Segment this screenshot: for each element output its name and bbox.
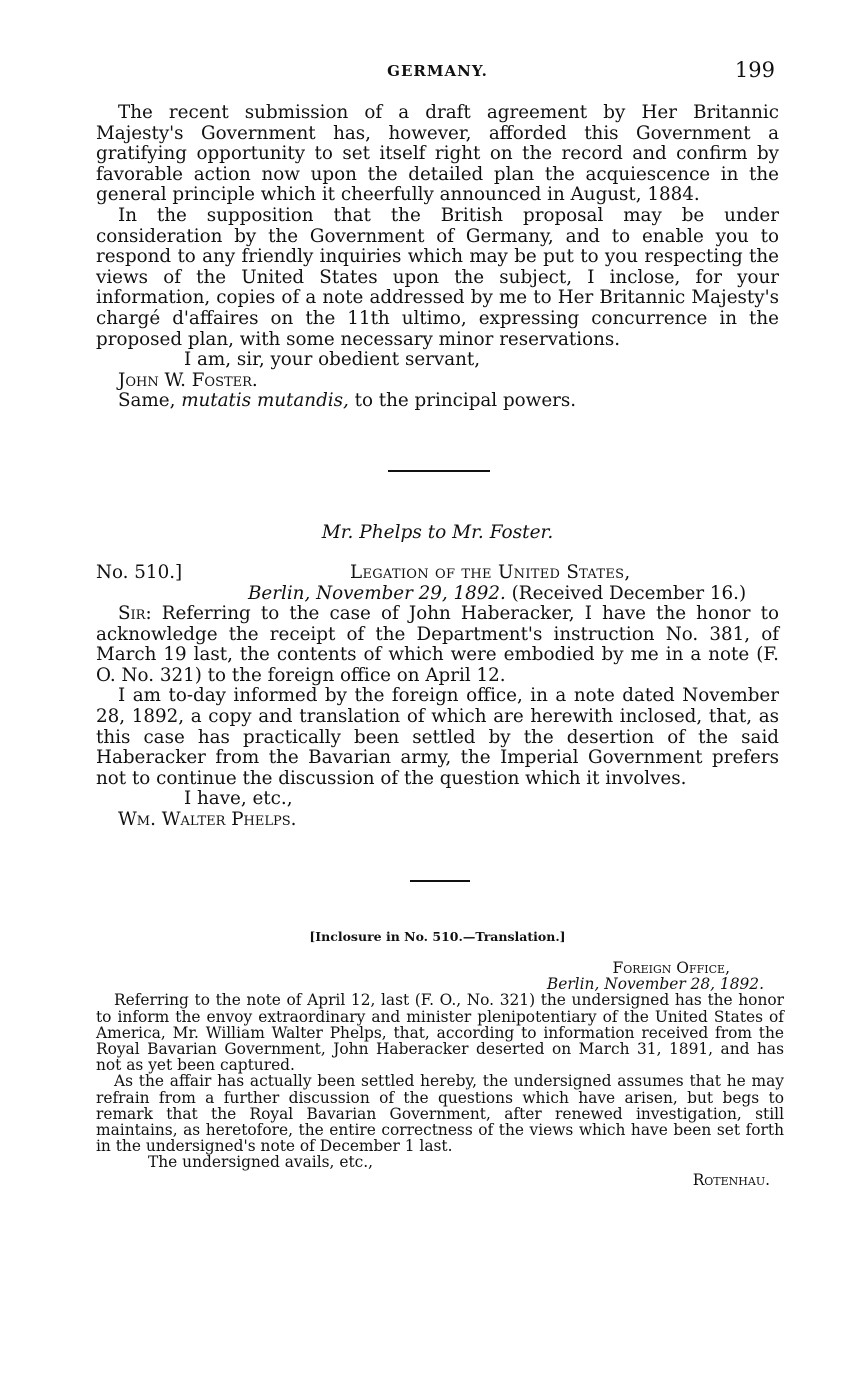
signature: Rotenhau. (692, 1170, 770, 1189)
distribution-prefix: Same, (118, 390, 176, 412)
paragraph: I am to-day informed by the foreign office, in a note dated November 28, 1892, a copy and translation of which are herewith inclosed, that, as this case has practically been settled by the desertion of the said Haberacker from the Bavarian army, the Imperial Government prefers not to continue the discussion of the question which it involves. (96, 685, 779, 789)
salutation: Sir: (118, 603, 152, 624)
signature: Wm. Walter Phelps. (118, 808, 297, 830)
dateline (248, 584, 746, 605)
inclosure-heading (96, 960, 784, 992)
section-divider (410, 880, 470, 882)
complimentary-close: I am, sir, your obedient servant, (184, 349, 481, 371)
legation-line: Legation of the United States, (350, 562, 631, 583)
inclosure-note (96, 960, 784, 1188)
complimentary-close: The undersigned avails, etc., (148, 1153, 374, 1172)
paragraph: As the affair has actually been settled hereby, the undersigned assumes that he may refrain from a further discussion of the questions which have arisen, but begs to remark that the Royal Bavarian Government, after renewed investigation, still maintains, as heretofore, the entire correctness of the views which have been set forth in the undersigned's note of December 1 last. (96, 1072, 784, 1156)
office-name: Foreign Office, (612, 959, 730, 977)
document-number: No. 510.] (96, 562, 183, 583)
distribution-suffix: to the principal powers. (354, 390, 577, 412)
page-header (96, 60, 779, 84)
letter-title: Mr. Phelps to Mr. Foster. (321, 522, 554, 543)
date-place: Berlin, November 29, 1892. (248, 583, 506, 604)
letter-heading (96, 563, 779, 604)
signature: John W. Foster. (118, 369, 258, 391)
page-number: 199 (734, 58, 775, 82)
received-date: (Received December 16.) (511, 583, 747, 604)
paragraph (96, 604, 779, 686)
paragraph: The recent submission of a draft agreement by Her Britannic Majesty's Government has, however, afforded this Government a gratifying opportunity to set itself right on the record and confirm by favorable action now upon the detailed plan the acquiescence in the general principle which it cheerfully announced in August, 1884. (96, 102, 779, 206)
inclosure-date: Berlin, November 28, 1892. (546, 975, 764, 994)
letter-foster-continuation (96, 103, 779, 412)
running-head: GERMANY. (387, 62, 488, 80)
letter-phelps (96, 563, 779, 831)
paragraph: Referring to the note of April 12, last (F. O., No. 321) the undersigned has the honor to inform the envoy extraordinary and minister plenipotentiary of the United States of America, Mr. William Walter Phelps, that, according to information received from the Royal Bavarian Government, John Haberacker deserted on March 31, 1891, and has not as yet been captured. (96, 991, 784, 1075)
paragraph: In the supposition that the British proposal may be under consideration by the Government of Germany, and to enable you to respond to any friendly inquiries which may be put to you respecting the views of the United States upon the subject, I inclose, for your information, copies of a note addressed by me to Her Britannic Majesty's chargé d'affaires on the 11th ultimo, expressing concurrence in the proposed plan, with some necessary minor reservations. (96, 204, 779, 350)
distribution-italic: mutatis mutandis, (181, 390, 349, 412)
paragraph-text: Referring to the case of John Haberacker, I have the honor to acknowledge the receipt of the Department's instruction No. 381, of March 19 last, the contents of which were embodied by me in a note (F. O. No. 321) to the foreign office on April 12. (96, 603, 779, 686)
complimentary-close: I have, etc., (184, 788, 293, 810)
distribution-note (96, 391, 779, 412)
inclosure-label: [Inclosure in No. 510.—Translation.] (309, 929, 566, 944)
section-divider (388, 470, 490, 472)
